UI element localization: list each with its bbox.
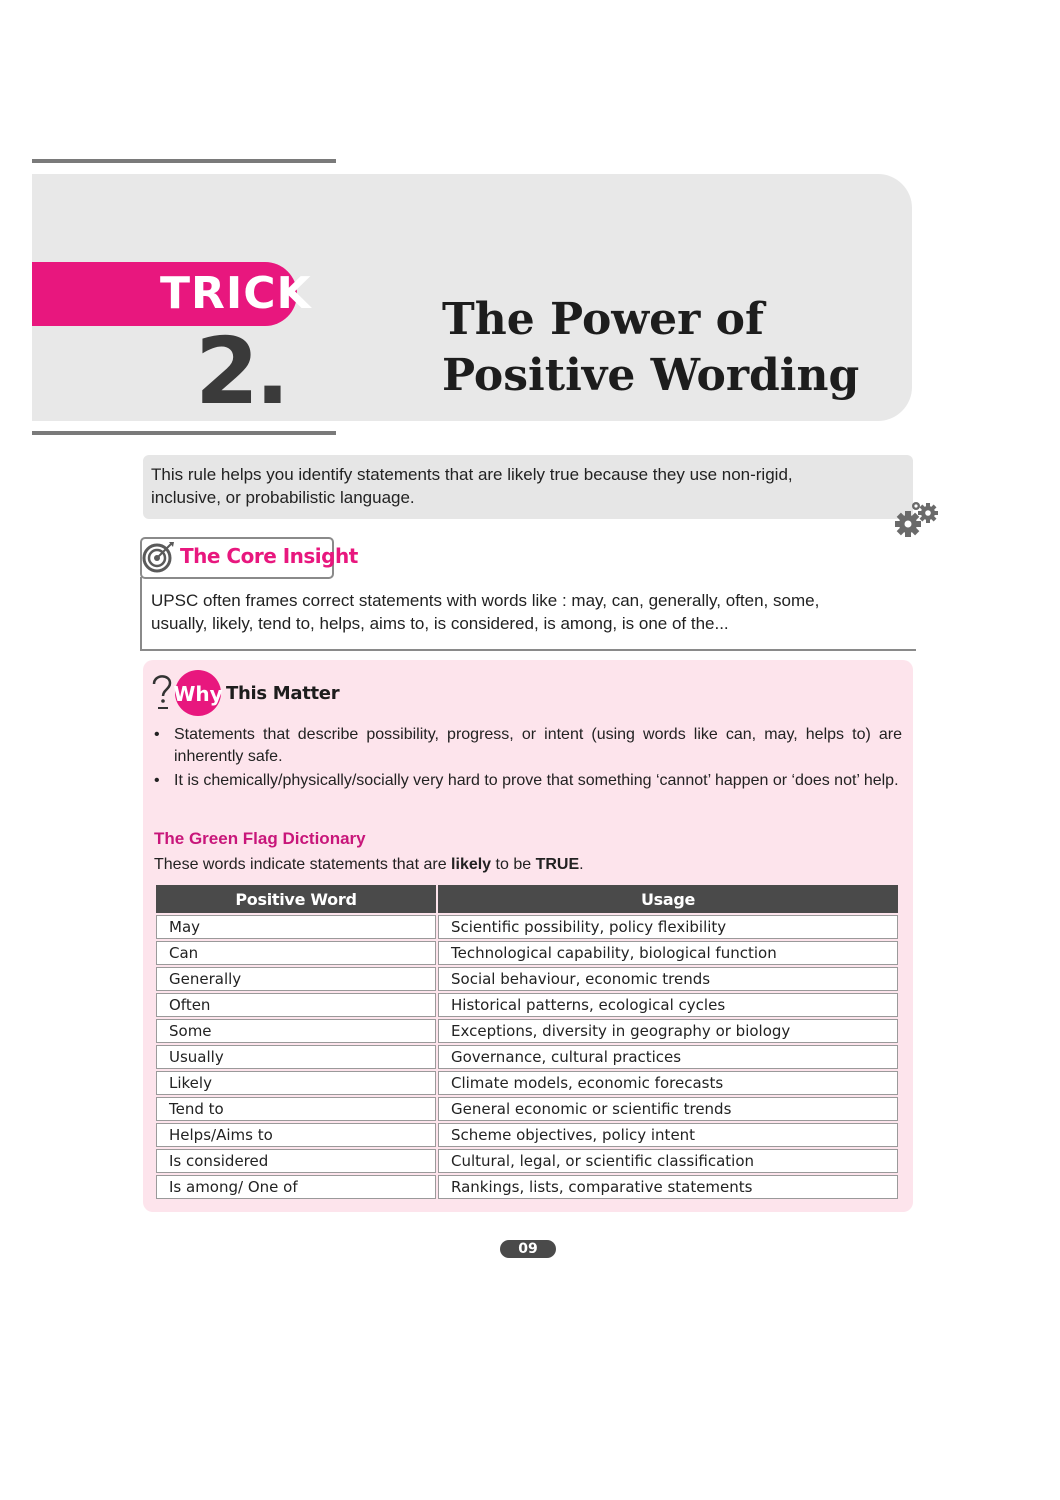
positive-word-cell: Often — [156, 993, 436, 1017]
table-row — [156, 1019, 898, 1043]
dictionary-title: The Green Flag Dictionary — [154, 829, 366, 848]
page-number: 09 — [500, 1240, 556, 1258]
positive-word-cell: Helps/Aims to — [156, 1123, 436, 1147]
core-insight-text: UPSC often frames correct statements with words like : may, can, generally, often, some, usually, likely, tend to, helps, aims to, is considered, is among, is one of the... — [151, 591, 820, 633]
table-body — [156, 915, 898, 1199]
dictionary-subtitle-bold: likely — [451, 856, 492, 873]
why-bullet — [154, 724, 902, 768]
positive-word-cell: Tend to — [156, 1097, 436, 1121]
dictionary-subtitle — [154, 856, 584, 874]
table-row — [156, 1175, 898, 1199]
table-row — [156, 915, 898, 939]
positive-word-cell: Is among/ One of — [156, 1175, 436, 1199]
trick-label: TRICK — [160, 268, 312, 319]
table-row — [156, 1149, 898, 1173]
header-rule-top — [32, 159, 336, 163]
usage-cell: Rankings, lists, comparative statements — [438, 1175, 898, 1199]
table-row — [156, 1097, 898, 1121]
bullet-icon: • — [154, 772, 160, 789]
column-header-usage: Usage — [438, 885, 898, 913]
column-header-positive-word: Positive Word — [156, 885, 436, 913]
table-row — [156, 1123, 898, 1147]
table-row — [156, 1071, 898, 1095]
positive-word-cell: Likely — [156, 1071, 436, 1095]
table-row — [156, 1045, 898, 1069]
chapter-title — [442, 292, 859, 404]
positive-word-cell: Can — [156, 941, 436, 965]
intro-text: This rule helps you identify statements that are likely true because they use non-rigid, inclusive, or probabilistic language. — [151, 465, 793, 507]
target-icon — [142, 541, 176, 573]
positive-word-cell: Some — [156, 1019, 436, 1043]
table-row — [156, 941, 898, 965]
why-bullet-list — [154, 724, 902, 794]
dictionary-subtitle-text: . — [579, 856, 584, 873]
dictionary-table — [154, 883, 900, 1201]
positive-word-cell: Generally — [156, 967, 436, 991]
why-bullet — [154, 770, 902, 792]
trick-number: 2. — [195, 318, 286, 425]
chapter-title-line1: The Power of — [442, 294, 764, 345]
why-bullet-text: Statements that describe possibility, progress, or intent (using words like can, may, helps to) are inherently safe. — [174, 726, 902, 765]
positive-word-cell: Usually — [156, 1045, 436, 1069]
bullet-icon: • — [154, 726, 160, 743]
table-row — [156, 967, 898, 991]
header-rule-bottom — [32, 431, 336, 435]
usage-cell: Scientific possibility, policy flexibility — [438, 915, 898, 939]
usage-cell: General economic or scientific trends — [438, 1097, 898, 1121]
why-badge-text: Why — [173, 682, 223, 706]
intro-box — [143, 455, 913, 519]
usage-cell: Exceptions, diversity in geography or biology — [438, 1019, 898, 1043]
chapter-title-line2: Positive Wording — [442, 350, 860, 401]
why-title: This Matter — [226, 683, 340, 704]
usage-cell: Technological capability, biological function — [438, 941, 898, 965]
dictionary-subtitle-text: to be — [491, 856, 536, 873]
core-insight-box — [140, 577, 916, 651]
usage-cell: Scheme objectives, policy intent — [438, 1123, 898, 1147]
usage-cell: Governance, cultural practices — [438, 1045, 898, 1069]
dictionary-subtitle-text: These words indicate statements that are — [154, 856, 452, 873]
table-row — [156, 993, 898, 1017]
usage-cell: Climate models, economic forecasts — [438, 1071, 898, 1095]
positive-word-cell: Is considered — [156, 1149, 436, 1173]
usage-cell: Social behaviour, economic trends — [438, 967, 898, 991]
usage-cell: Cultural, legal, or scientific classification — [438, 1149, 898, 1173]
table-header-row — [156, 885, 898, 913]
dictionary-subtitle-bold: TRUE — [535, 856, 580, 873]
gears-icon — [894, 498, 942, 540]
positive-word-cell: May — [156, 915, 436, 939]
why-badge-icon — [148, 668, 226, 718]
core-insight-title: The Core Insight — [180, 544, 358, 568]
usage-cell: Historical patterns, ecological cycles — [438, 993, 898, 1017]
why-bullet-text: It is chemically/physically/socially very hard to prove that something ‘cannot’ happen or ‘does not’ help. — [174, 772, 899, 789]
